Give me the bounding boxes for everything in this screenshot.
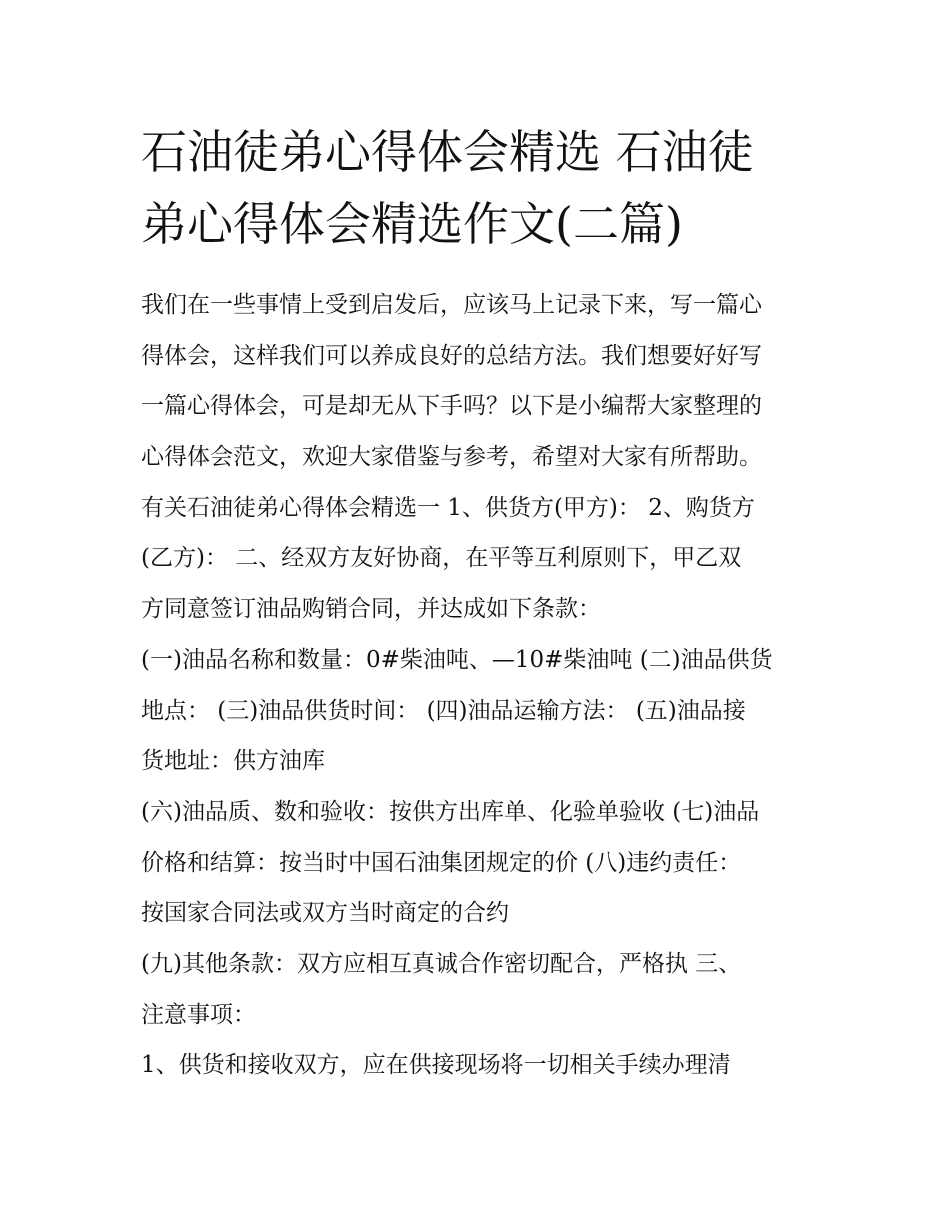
document-body bbox=[141, 280, 831, 1091]
body-line: (乙方)： 二、经双方友好协商，在平等互利原则下，甲乙双 bbox=[141, 545, 742, 572]
body-line: 1、供货和接收双方，应在供接现场将一切相关手续办理清 bbox=[141, 1052, 731, 1079]
body-line: (一)油品名称和数量：0#柴油吨、—10#柴油吨 (二)油品供货 bbox=[141, 646, 773, 673]
body-line: (六)油品质、数和验收：按供方出库单、化验单验收 (七)油品 bbox=[141, 798, 760, 825]
body-line: 心得体会范文，欢迎大家借鉴与参考，希望对大家有所帮助。 bbox=[141, 444, 762, 471]
body-line: 有关石油徒弟心得体会精选一 1、供货方(甲方)： 2、购货方 bbox=[141, 494, 755, 521]
body-line: 注意事项： bbox=[141, 1001, 256, 1028]
body-line: 方同意签订油品购销合同，并达成如下条款： bbox=[141, 596, 601, 623]
body-line: 价格和结算：按当时中国石油集团规定的价 (八)违约责任： bbox=[141, 849, 742, 876]
body-line: 货地址：供方油库 bbox=[141, 748, 325, 775]
body-line: (九)其他条款：双方应相互真诚合作密切配合，严格执 三、 bbox=[141, 950, 742, 977]
body-line: 得体会，这样我们可以养成良好的总结方法。我们想要好好写 bbox=[141, 342, 762, 369]
body-line: 按国家合同法或双方当时商定的合约 bbox=[141, 900, 509, 927]
body-line: 地点： (三)油品供货时间： (四)油品运输方法： (五)油品接 bbox=[141, 697, 746, 724]
body-line: 我们在一些事情上受到启发后，应该马上记录下来，写一篇心 bbox=[141, 292, 762, 318]
document-title bbox=[141, 116, 821, 260]
title-line: 石油徒弟心得体会精选 石油徒 bbox=[141, 125, 754, 179]
body-line: 一篇心得体会，可是却无从下手吗？以下是小编帮大家整理的 bbox=[141, 393, 762, 420]
title-line: 弟心得体会精选作文(二篇) bbox=[141, 197, 683, 251]
